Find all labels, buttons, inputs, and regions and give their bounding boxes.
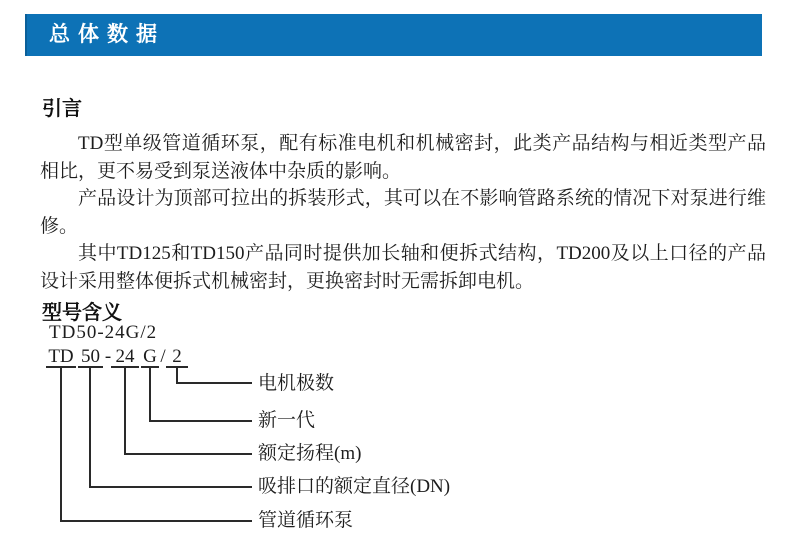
model-separator-dash: - bbox=[104, 346, 112, 367]
connector-horizontal-port-diameter bbox=[89, 486, 252, 488]
connector-vertical-generation bbox=[149, 368, 151, 422]
section-header-bar bbox=[25, 14, 762, 56]
connector-horizontal-motor-poles bbox=[176, 382, 252, 384]
connector-vertical-port-diameter bbox=[89, 368, 91, 488]
diagram-label-port-diameter: 吸排口的额定直径(DN) bbox=[258, 476, 451, 497]
diagram-label-generation: 新一代 bbox=[258, 410, 316, 431]
page-title: 总体数据 bbox=[49, 23, 165, 46]
intro-paragraph-1: TD型单级管道循环泵，配有标准电机和机械密封，此类产品结构与相近类型产品相比，更不易受到泵送液体中杂质的影响。 bbox=[40, 133, 766, 182]
model-segment-pump-type: TD bbox=[46, 346, 76, 368]
intro-heading: 引言 bbox=[42, 98, 82, 120]
intro-paragraph-3: 其中TD125和TD150产品同时提供加长轴和便拆式结构，TD200及以上口径的产品设计采用整体便拆式机械密封，更换密封时无需拆卸电机。 bbox=[40, 243, 766, 292]
diagram-label-rated-head: 额定扬程(m) bbox=[258, 443, 362, 464]
connector-horizontal-pump-type bbox=[60, 520, 252, 522]
model-segment-motor-poles: 2 bbox=[166, 346, 188, 368]
model-separator-slash: / bbox=[160, 346, 166, 367]
model-section-heading: 型号含义 bbox=[42, 302, 122, 324]
diagram-label-motor-poles: 电机极数 bbox=[258, 373, 335, 394]
diagram-label-pump-type: 管道循环泵 bbox=[258, 510, 354, 531]
intro-paragraph-2: 产品设计为顶部可拉出的拆装形式，其可以在不影响管路系统的情况下对泵进行维修。 bbox=[40, 188, 766, 237]
model-segment-rated-head: 24 bbox=[111, 346, 139, 368]
model-segment-generation: G bbox=[141, 346, 159, 368]
model-segment-port-diameter: 50 bbox=[78, 346, 103, 368]
connector-vertical-rated-head bbox=[124, 368, 126, 455]
connector-vertical-pump-type bbox=[60, 368, 62, 522]
connector-horizontal-generation bbox=[149, 420, 252, 422]
connector-horizontal-rated-head bbox=[124, 453, 252, 455]
model-code: TD50-24G/2 bbox=[49, 322, 158, 343]
intro-section bbox=[40, 92, 766, 295]
